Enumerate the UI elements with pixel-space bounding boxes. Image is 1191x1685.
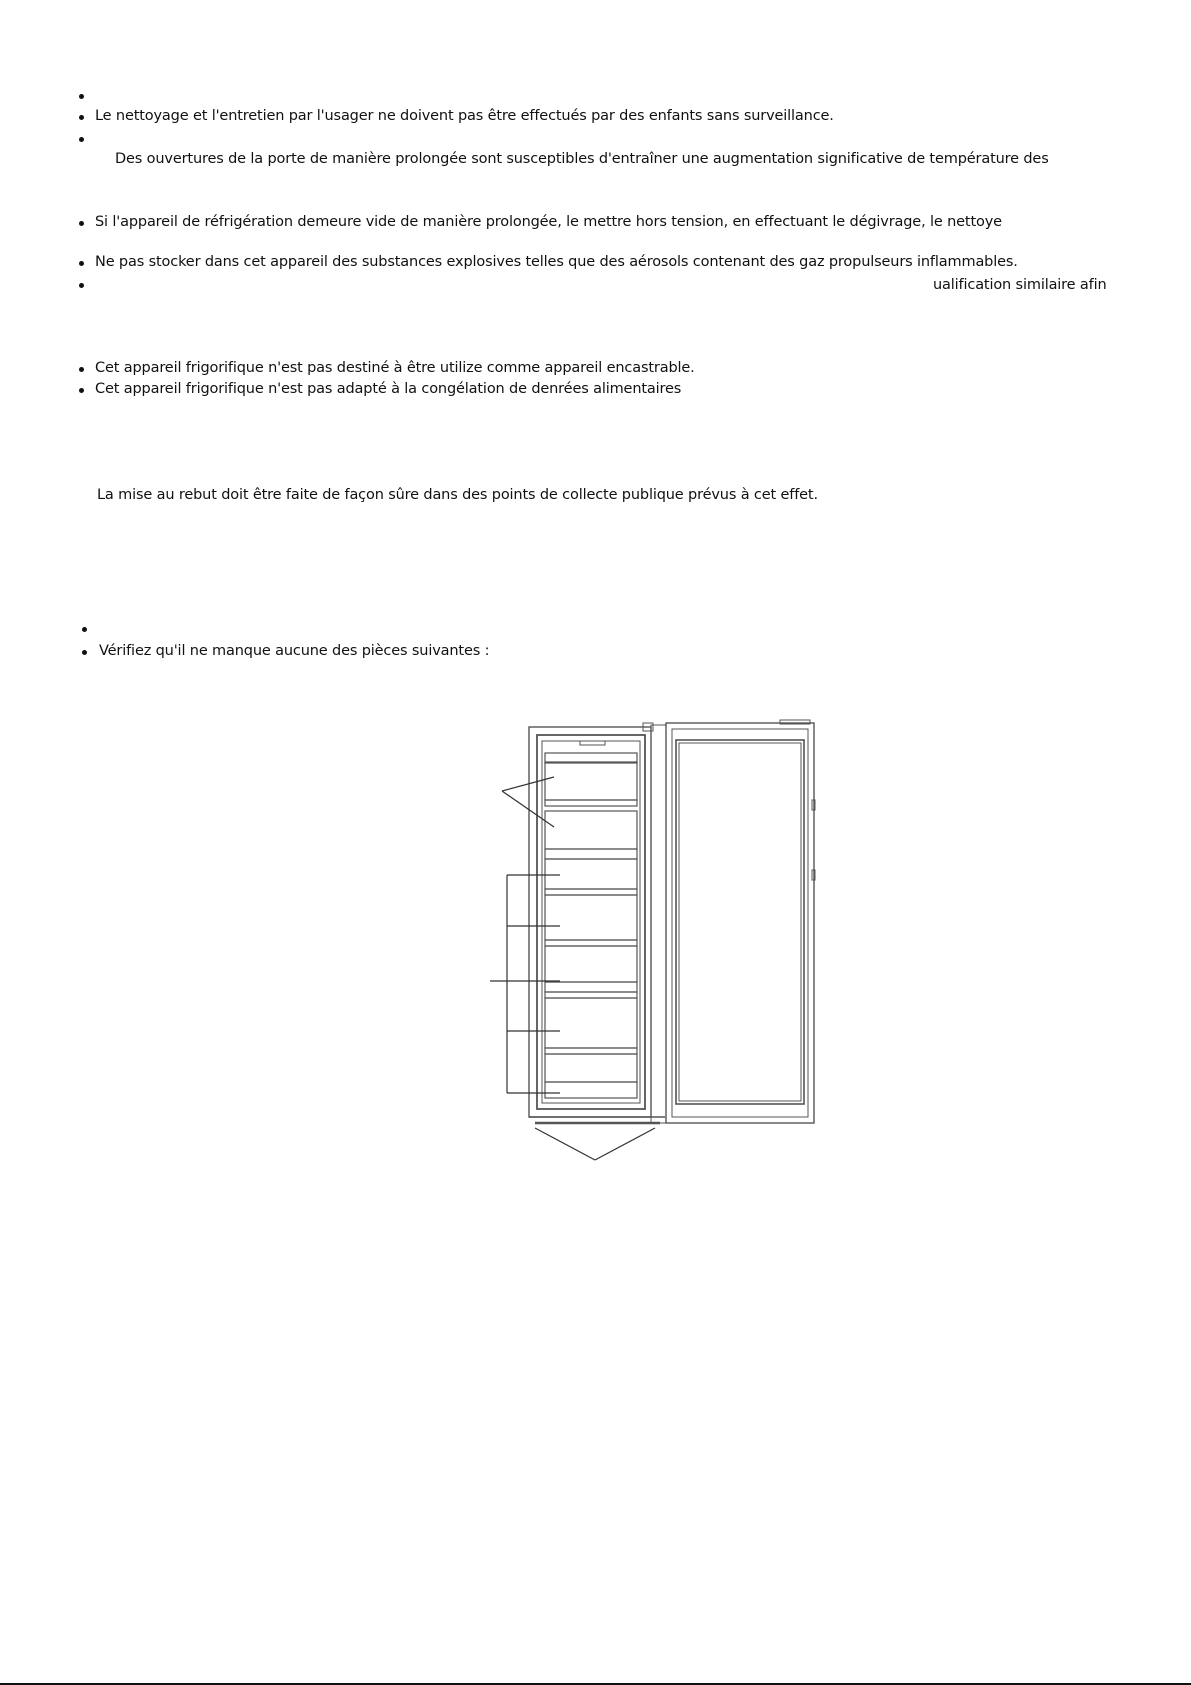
line-door-openings: Des ouvertures de la porte de manière prolongée sont susceptibles d'entraîner une augmentation significative de température des — [115, 151, 1049, 167]
bullet — [79, 261, 84, 266]
line-not-built-in: Cet appareil frigorifique n'est pas destiné à être utilize comme appareil encastrable. — [95, 360, 695, 376]
freezer-diagram-icon — [480, 715, 820, 1165]
line-empty-appliance: Si l'appareil de réfrigération demeure vide de manière prolongée, le mettre hors tension, en effectuant le dégivrage, le nettoye — [95, 214, 1002, 230]
bullet — [79, 137, 84, 142]
line-not-for-freezing: Cet appareil frigorifique n'est pas adapté à la congélation de denrées alimentaires — [95, 381, 682, 397]
bullet — [79, 94, 84, 99]
line-cleaning-supervision: Le nettoyage et l'entretien par l'usager ne doivent pas être effectués par des enfants sans surveillance. — [95, 108, 834, 124]
bullet — [79, 367, 84, 372]
bullet — [79, 388, 84, 393]
line-explosive-substances: Ne pas stocker dans cet appareil des substances explosives telles que des aérosols contenant des gaz propulseurs inflammables. — [95, 254, 1018, 270]
bullet — [79, 221, 84, 226]
bullet — [82, 627, 87, 632]
line-qualification-fragment: ualification similaire afin — [933, 277, 1107, 293]
line-check-parts: Vérifiez qu'il ne manque aucune des pièces suivantes : — [99, 643, 490, 659]
line-disposal: La mise au rebut doit être faite de façon sûre dans des points de collecte publique prévus à cet effet. — [97, 487, 818, 503]
bullet — [79, 283, 84, 288]
bullet — [79, 115, 84, 120]
bullet — [82, 650, 87, 655]
